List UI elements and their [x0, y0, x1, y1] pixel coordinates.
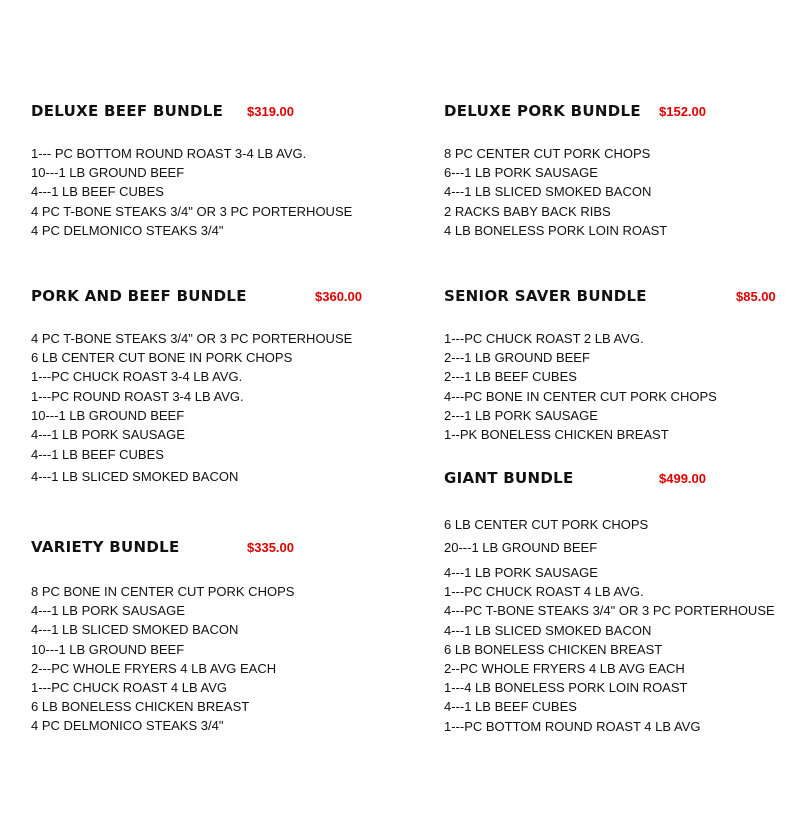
list-item: 6---1 LB PORK SAUSAGE — [444, 165, 598, 181]
bundle-price: $335.00 — [247, 540, 294, 555]
list-item: 4 PC T-BONE STEAKS 3/4" OR 3 PC PORTERHOUSE — [31, 331, 353, 346]
list-item: 4 PC DELMONICO STEAKS 3/4" — [31, 718, 224, 734]
bundle-price: $152.00 — [659, 104, 706, 119]
list-item: 4---1 LB SLICED SMOKED BACON — [31, 469, 239, 485]
list-item: 20---1 LB GROUND BEEF — [444, 540, 598, 555]
list-item: 2---1 LB GROUND BEEF — [444, 350, 590, 366]
list-item: 4---1 LB PORK SAUSAGE — [31, 603, 185, 619]
list-item: 4---1 LB BEEF CUBES — [31, 184, 164, 200]
list-item: 1---4 LB BONELESS PORK LOIN ROAST — [444, 680, 688, 696]
list-item: 4 PC T-BONE STEAKS 3/4" OR 3 PC PORTERHOUSE — [31, 203, 353, 219]
list-item: 4---1 LB BEEF CUBES — [31, 447, 164, 463]
bundle-item-list — [31, 582, 294, 736]
list-item: 2--PC WHOLE FRYERS 4 LB AVG EACH — [444, 660, 685, 676]
list-item: 1--PK BONELESS CHICKEN BREAST — [444, 426, 669, 442]
list-item: 6 LB CENTER CUT PORK CHOPS — [444, 517, 649, 532]
list-item: 10---1 LB GROUND BEEF — [31, 165, 185, 181]
bundle-title: DELUXE BEEF BUNDLE — [31, 102, 224, 120]
bundle-item-list — [31, 329, 352, 488]
list-item: 2---1 LB BEEF CUBES — [444, 369, 577, 385]
list-item: 1---PC CHUCK ROAST 4 LB AVG — [31, 679, 228, 695]
list-item: 2 RACKS BABY BACK RIBS — [444, 203, 611, 219]
bundle-price: $499.00 — [659, 471, 706, 486]
list-item: 1---PC BOTTOM ROUND ROAST 4 LB AVG — [444, 718, 701, 734]
bundle-price: $360.00 — [315, 289, 362, 304]
bundle-item-list — [444, 515, 775, 736]
list-item: 4---PC T-BONE STEAKS 3/4" OR 3 PC PORTERHOUSE — [444, 603, 775, 619]
bundle-title: VARIETY BUNDLE — [31, 538, 180, 556]
list-item: 6 LB CENTER CUT BONE IN PORK CHOPS — [31, 350, 293, 366]
bundle-title: PORK AND BEEF BUNDLE — [31, 287, 247, 305]
bundle-item-list — [444, 144, 667, 240]
list-item: 4---1 LB SLICED SMOKED BACON — [31, 622, 239, 638]
list-item: 4---1 LB SLICED SMOKED BACON — [444, 184, 652, 200]
bundle-item-list — [444, 329, 717, 444]
list-item: 4---1 LB PORK SAUSAGE — [31, 426, 185, 442]
list-item: 8 PC CENTER CUT PORK CHOPS — [444, 146, 651, 161]
bundle-price: $85.00 — [736, 289, 776, 304]
bundle-price: $319.00 — [247, 104, 294, 119]
list-item: 2---1 LB PORK SAUSAGE — [444, 407, 598, 423]
bundle-item-list — [31, 144, 352, 240]
list-item: 4---1 LB PORK SAUSAGE — [444, 565, 598, 580]
list-item: 10---1 LB GROUND BEEF — [31, 641, 185, 657]
list-item: 4---1 LB SLICED SMOKED BACON — [444, 622, 652, 638]
list-item: 1---PC CHUCK ROAST 4 LB AVG. — [444, 584, 644, 600]
list-item: 4---1 LB BEEF CUBES — [444, 699, 577, 715]
list-item: 2---PC WHOLE FRYERS 4 LB AVG EACH — [31, 660, 277, 676]
bundle-title: GIANT BUNDLE — [444, 469, 574, 487]
list-item: 1---PC CHUCK ROAST 3-4 LB AVG. — [31, 369, 243, 385]
list-item: 1--- PC BOTTOM ROUND ROAST 3-4 LB AVG. — [31, 146, 307, 161]
bundle-title: DELUXE PORK BUNDLE — [444, 102, 641, 120]
list-item: 4 LB BONELESS PORK LOIN ROAST — [444, 222, 668, 238]
list-item: 1---PC CHUCK ROAST 2 LB AVG. — [444, 331, 644, 346]
list-item: 4---PC BONE IN CENTER CUT PORK CHOPS — [444, 388, 717, 404]
list-item: 1---PC ROUND ROAST 3-4 LB AVG. — [31, 388, 244, 404]
list-item: 6 LB BONELESS CHICKEN BREAST — [444, 641, 663, 657]
list-item: 8 PC BONE IN CENTER CUT PORK CHOPS — [31, 584, 295, 599]
bundle-title: SENIOR SAVER BUNDLE — [444, 287, 647, 305]
list-item: 6 LB BONELESS CHICKEN BREAST — [31, 699, 250, 715]
list-item: 10---1 LB GROUND BEEF — [31, 407, 185, 423]
list-item: 4 PC DELMONICO STEAKS 3/4" — [31, 222, 224, 238]
